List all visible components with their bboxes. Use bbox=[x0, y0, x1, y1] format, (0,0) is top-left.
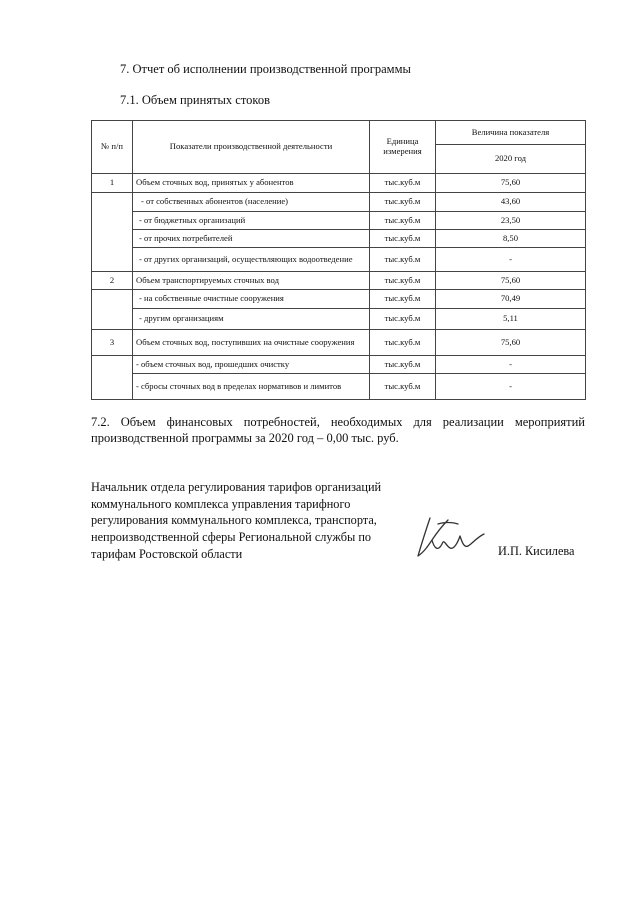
row-value: - bbox=[436, 248, 586, 272]
row-value: 70,49 bbox=[436, 290, 586, 309]
row-num: 1 bbox=[92, 174, 133, 193]
row-unit: тыс.куб.м bbox=[370, 374, 436, 400]
row-unit: тыс.куб.м bbox=[370, 212, 436, 230]
row-unit: тыс.куб.м bbox=[370, 356, 436, 374]
row-num: 2 bbox=[92, 272, 133, 290]
table-row bbox=[92, 356, 586, 374]
table-row bbox=[92, 212, 586, 230]
row-unit: тыс.куб.м bbox=[370, 230, 436, 248]
row-unit: тыс.куб.м bbox=[370, 248, 436, 272]
row-value: 8,50 bbox=[436, 230, 586, 248]
row-value: 43,60 bbox=[436, 193, 586, 212]
table-row bbox=[92, 272, 586, 290]
row-value: 75,60 bbox=[436, 174, 586, 193]
row-name: - сбросы сточных вод в пределах нормативов и лимитов bbox=[133, 374, 370, 400]
row-unit: тыс.куб.м bbox=[370, 290, 436, 309]
handwritten-signature bbox=[408, 512, 488, 566]
section-title: 7. Отчет об исполнении производственной программы bbox=[120, 62, 411, 76]
row-name: - от бюджетных организаций bbox=[133, 212, 370, 230]
table-row bbox=[92, 330, 586, 356]
table-row bbox=[92, 309, 586, 330]
row-value: 75,60 bbox=[436, 272, 586, 290]
row-name: Объем сточных вод, поступивших на очистные сооружения bbox=[133, 330, 370, 356]
table-row bbox=[92, 290, 586, 309]
table-row bbox=[92, 248, 586, 272]
row-name: - от других организаций, осуществляющих водоотведение bbox=[133, 248, 370, 272]
row-unit: тыс.куб.м bbox=[370, 174, 436, 193]
row-num bbox=[92, 290, 133, 330]
row-unit: тыс.куб.м bbox=[370, 330, 436, 356]
signatory-name: И.П. Кисилева bbox=[498, 544, 575, 558]
row-name: Объем сточных вод, принятых у абонентов bbox=[133, 174, 370, 193]
row-num bbox=[92, 356, 133, 400]
row-num: 3 bbox=[92, 330, 133, 356]
row-name: - от собственных абонентов (население) bbox=[133, 193, 370, 212]
row-unit: тыс.куб.м bbox=[370, 193, 436, 212]
row-name: - объем сточных вод, прошедших очистку bbox=[133, 356, 370, 374]
header-year: 2020 год bbox=[436, 145, 586, 174]
row-name: Объем транспортируемых сточных вод bbox=[133, 272, 370, 290]
stock-volume-table bbox=[91, 120, 586, 400]
row-name: - от прочих потребителей bbox=[133, 230, 370, 248]
row-unit: тыс.куб.м bbox=[370, 309, 436, 330]
subsection-title: 7.1. Объем принятых стоков bbox=[120, 93, 270, 107]
row-value: - bbox=[436, 374, 586, 400]
row-value: 5,11 bbox=[436, 309, 586, 330]
row-num bbox=[92, 193, 133, 272]
financial-needs-paragraph: 7.2. Объем финансовых потребностей, необходимых для реализации мероприятий производственной программы за 2020 год – 0,00 тыс. руб. bbox=[91, 415, 585, 446]
header-indicator: Показатели производственной деятельности bbox=[133, 121, 370, 174]
table-row bbox=[92, 174, 586, 193]
header-num: № п/п bbox=[92, 121, 133, 174]
row-value: 75,60 bbox=[436, 330, 586, 356]
header-value-group: Величина показателя bbox=[436, 121, 586, 145]
row-value: 23,50 bbox=[436, 212, 586, 230]
table-row bbox=[92, 193, 586, 212]
row-value: - bbox=[436, 356, 586, 374]
table-row bbox=[92, 374, 586, 400]
row-unit: тыс.куб.м bbox=[370, 272, 436, 290]
row-name: - другим организациям bbox=[133, 309, 370, 330]
row-name: - на собственные очистные сооружения bbox=[133, 290, 370, 309]
signatory-title: Начальник отдела регулирования тарифов организаций коммунального комплекса управления тарифного регулирования коммунального комплекса, транспорта, непроизводственной сферы Региональной службы по тарифам Ростовской области bbox=[91, 480, 382, 561]
header-unit: Единица измерения bbox=[370, 121, 436, 174]
table-row bbox=[92, 230, 586, 248]
